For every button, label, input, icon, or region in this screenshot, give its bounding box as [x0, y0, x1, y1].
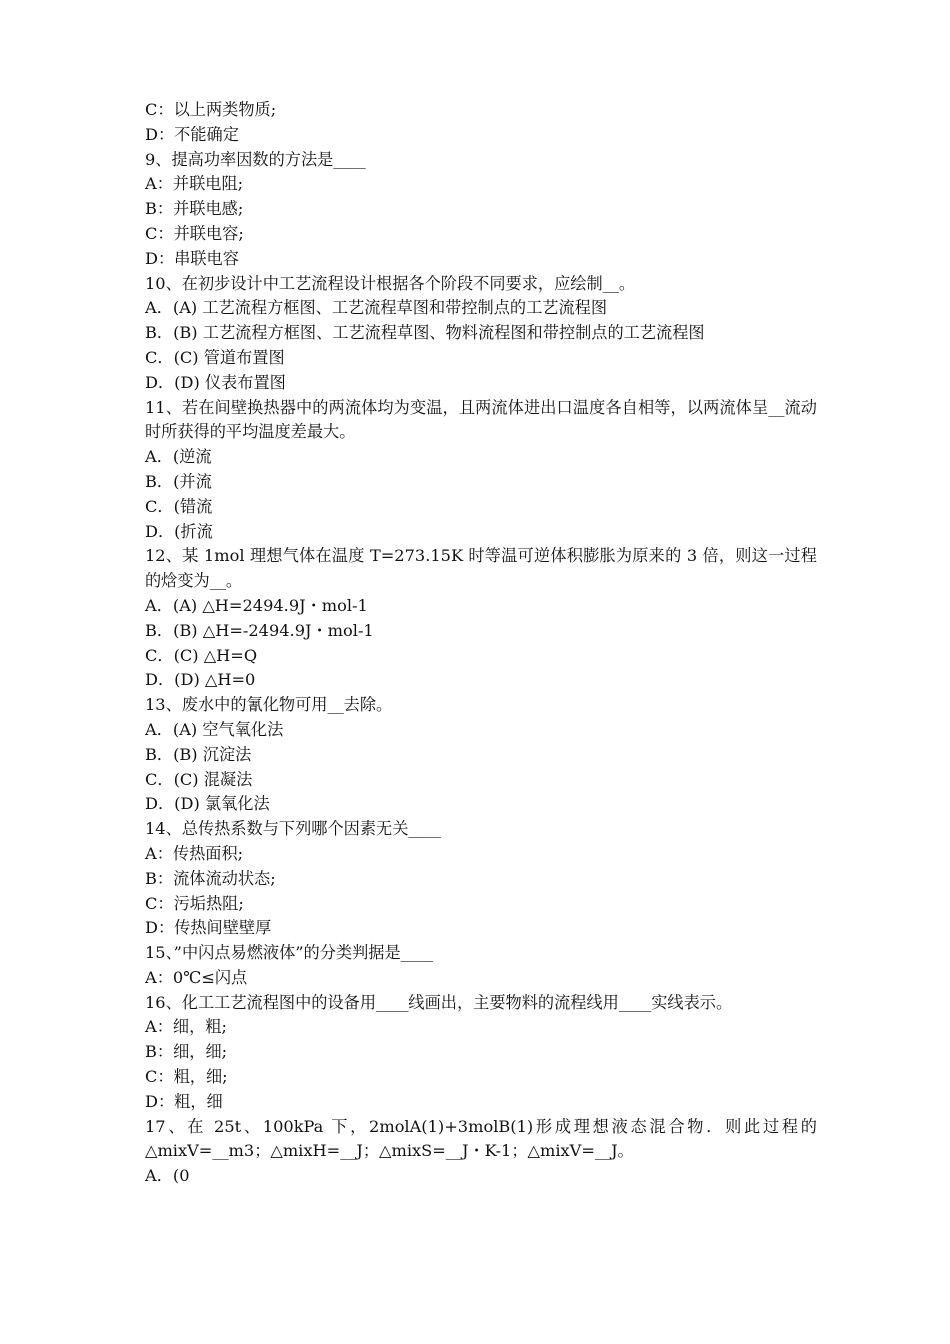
option-line: C．(错流 — [145, 496, 213, 516]
question-11: 11、若在间壁换热器中的两流体均为变温，且两流体进出口温度各自相等，以两流体呈__流动时所获得的平均温度差最大。 — [145, 397, 817, 442]
option-line: B．(B) 工艺流程方框图、工艺流程草图、物料流程图和带控制点的工艺流程图 — [145, 323, 705, 343]
option-line: D．(D) △H=0 — [145, 670, 256, 690]
option-line: A：细，粗; — [145, 1017, 227, 1037]
option-line: A：并联电阻; — [145, 174, 244, 194]
question-12: 12、某 1mol 理想气体在温度 T=273.15K 时等温可逆体积膨胀为原来的 3 倍，则这一过程的焓变为__。 — [145, 546, 817, 591]
question-15: 15、”中闪点易燃液体”的分类判据是____ — [145, 943, 434, 963]
option-line: A．(0 — [145, 1166, 190, 1186]
option-line: D：传热间壁壁厚 — [145, 918, 272, 938]
option-line: D．(D) 仪表布置图 — [145, 372, 286, 392]
option-line: C．(C) △H=Q — [145, 645, 258, 665]
option-line: B．(B) △H=-2494.9J・mol-1 — [145, 620, 374, 640]
option-line: C：并联电容; — [145, 223, 244, 243]
option-line: C．(C) 混凝法 — [145, 769, 253, 789]
option-line: B：并联电感; — [145, 199, 244, 219]
question-14: 14、总传热系数与下列哪个因素无关____ — [145, 819, 441, 839]
question-10: 10、在初步设计中工艺流程设计根据各个阶段不同要求，应绘制__。 — [145, 273, 636, 293]
option-line: A：传热面积; — [145, 843, 244, 863]
option-line: C．(C) 管道布置图 — [145, 347, 285, 367]
option-line: D．(折流 — [145, 521, 213, 541]
option-line: C：污垢热阻; — [145, 893, 244, 913]
option-line: A．(逆流 — [145, 447, 212, 467]
option-line: A．(A) △H=2494.9J・mol-1 — [145, 595, 368, 615]
option-line: B．(B) 沉淀法 — [145, 744, 252, 764]
option-line: A：0℃≤闪点 — [145, 967, 248, 987]
option-line: D．(D) 氯氧化法 — [145, 794, 270, 814]
document-page — [145, 98, 817, 1189]
question-9: 9、提高功率因数的方法是____ — [145, 149, 366, 169]
option-line: D：串联电容 — [145, 248, 239, 268]
option-line: C：粗，细; — [145, 1067, 228, 1087]
text-line: D：不能确定 — [145, 124, 239, 144]
option-line: A．(A) 空气氧化法 — [145, 719, 284, 739]
option-line: B：流体流动状态; — [145, 868, 276, 888]
option-line: D：粗，细 — [145, 1091, 223, 1111]
question-16: 16、化工工艺流程图中的设备用____线画出，主要物料的流程线用____实线表示。 — [145, 992, 733, 1012]
question-13: 13、废水中的氰化物可用__去除。 — [145, 695, 393, 715]
text-line: C：以上两类物质; — [145, 100, 277, 119]
option-line: B：细，细; — [145, 1042, 228, 1062]
question-17: 17、在 25t、100kPa 下，2molA(1)+3molB(1)形成理想液态混合物．则此过程的△mixV=__m3；△mixH=__J；△mixS=__J・K-1；△mixV=__J。 — [145, 1116, 817, 1161]
option-line: B．(并流 — [145, 471, 212, 491]
option-line: A．(A) 工艺流程方框图、工艺流程草图和带控制点的工艺流程图 — [145, 298, 608, 318]
